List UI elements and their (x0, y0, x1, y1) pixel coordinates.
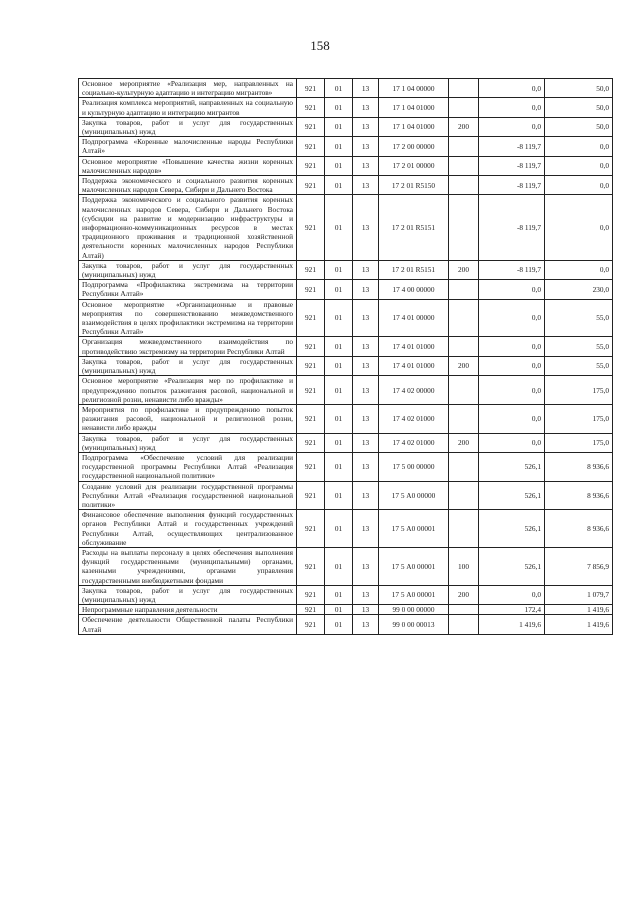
row-target-article: 17 2 01 00000 (379, 156, 449, 175)
table-row (79, 176, 613, 195)
row-amount-change: 172,4 (479, 605, 545, 615)
row-name: Закупка товаров, работ и услуг для государственных (муниципальных) нужд (79, 260, 297, 279)
row-amount-change: 0,0 (479, 356, 545, 375)
row-amount-total: 1 079,7 (545, 585, 613, 604)
row-grbs-code: 921 (297, 510, 325, 548)
row-target-article: 17 5 А0 00000 (379, 481, 449, 510)
row-expense-type (449, 98, 479, 117)
row-section-code: 01 (325, 137, 353, 156)
row-name: Реализация комплекса мероприятий, направленных на социальную и культурную адаптацию и интеграцию мигрантов (79, 98, 297, 117)
row-amount-change: 0,0 (479, 79, 545, 98)
row-amount-change: 0,0 (479, 585, 545, 604)
row-expense-type (449, 195, 479, 260)
row-grbs-code: 921 (297, 117, 325, 136)
row-grbs-code: 921 (297, 481, 325, 510)
row-section-code: 01 (325, 260, 353, 279)
row-subsection-code: 13 (353, 615, 379, 634)
row-subsection-code: 13 (353, 585, 379, 604)
row-amount-total: 0,0 (545, 137, 613, 156)
row-expense-type (449, 481, 479, 510)
row-expense-type (449, 615, 479, 634)
row-target-article: 17 4 01 00000 (379, 299, 449, 337)
row-name: Организация межведомственного взаимодействия по противодействию экстремизму на территории Республики Алтай (79, 337, 297, 356)
row-amount-total: 55,0 (545, 299, 613, 337)
row-amount-change: 1 419,6 (479, 615, 545, 634)
row-grbs-code: 921 (297, 156, 325, 175)
table-row (79, 156, 613, 175)
row-target-article: 17 2 01 R5150 (379, 176, 449, 195)
row-amount-change: 0,0 (479, 98, 545, 117)
row-expense-type (449, 452, 479, 481)
row-target-article: 17 4 01 01000 (379, 337, 449, 356)
row-subsection-code: 13 (353, 176, 379, 195)
budget-table (78, 78, 613, 635)
row-target-article: 17 1 04 01000 (379, 117, 449, 136)
row-amount-change: 0,0 (479, 404, 545, 433)
table-row (79, 280, 613, 299)
table-row (79, 79, 613, 98)
row-name: Поддержка экономического и социального развития коренных малочисленных народов Севера, Сибири и Дальнего Востока (79, 176, 297, 195)
table-row (79, 195, 613, 260)
row-name: Непрограммные направления деятельности (79, 605, 297, 615)
row-name: Подпрограмма «Профилактика экстремизма на территории Республики Алтай» (79, 280, 297, 299)
table-row (79, 481, 613, 510)
row-section-code: 01 (325, 337, 353, 356)
row-section-code: 01 (325, 433, 353, 452)
row-target-article: 17 1 04 01000 (379, 98, 449, 117)
row-subsection-code: 13 (353, 98, 379, 117)
row-section-code: 01 (325, 615, 353, 634)
row-expense-type (449, 605, 479, 615)
row-grbs-code: 921 (297, 195, 325, 260)
row-section-code: 01 (325, 452, 353, 481)
row-amount-total: 7 856,9 (545, 547, 613, 585)
row-subsection-code: 13 (353, 376, 379, 405)
row-amount-total: 8 936,6 (545, 510, 613, 548)
row-section-code: 01 (325, 605, 353, 615)
row-section-code: 01 (325, 356, 353, 375)
row-amount-total: 50,0 (545, 117, 613, 136)
row-grbs-code: 921 (297, 137, 325, 156)
row-target-article: 17 4 02 01000 (379, 433, 449, 452)
row-subsection-code: 13 (353, 117, 379, 136)
row-subsection-code: 13 (353, 299, 379, 337)
row-grbs-code: 921 (297, 260, 325, 279)
row-target-article: 17 4 02 01000 (379, 404, 449, 433)
row-name: Расходы на выплаты персоналу в целях обеспечения выполнения функций государственными (муниципальными) органами, казенными учреждениями, органами управления государственными внебюджетными фондами (79, 547, 297, 585)
row-target-article: 17 5 А0 00001 (379, 547, 449, 585)
row-expense-type (449, 280, 479, 299)
row-name: Создание условий для реализации государственной программы Республики Алтай «Реализация государственной национальной политики» (79, 481, 297, 510)
row-amount-total: 50,0 (545, 79, 613, 98)
row-name: Подпрограмма «Коренные малочисленные народы Республики Алтай» (79, 137, 297, 156)
table-row (79, 337, 613, 356)
row-subsection-code: 13 (353, 547, 379, 585)
table-row (79, 510, 613, 548)
table-row (79, 98, 613, 117)
row-expense-type (449, 337, 479, 356)
row-target-article: 17 5 А0 00001 (379, 585, 449, 604)
row-subsection-code: 13 (353, 356, 379, 375)
row-target-article: 17 2 00 00000 (379, 137, 449, 156)
row-subsection-code: 13 (353, 260, 379, 279)
row-expense-type: 200 (449, 433, 479, 452)
row-target-article: 17 1 04 00000 (379, 79, 449, 98)
row-subsection-code: 13 (353, 156, 379, 175)
row-amount-change: 0,0 (479, 117, 545, 136)
row-subsection-code: 13 (353, 481, 379, 510)
row-target-article: 17 4 00 00000 (379, 280, 449, 299)
row-grbs-code: 921 (297, 299, 325, 337)
row-target-article: 17 5 А0 00001 (379, 510, 449, 548)
row-target-article: 17 4 02 00000 (379, 376, 449, 405)
row-section-code: 01 (325, 195, 353, 260)
row-amount-change: -8 119,7 (479, 137, 545, 156)
row-grbs-code: 921 (297, 547, 325, 585)
row-amount-change: 0,0 (479, 299, 545, 337)
row-amount-total: 0,0 (545, 176, 613, 195)
row-target-article: 17 5 00 00000 (379, 452, 449, 481)
row-grbs-code: 921 (297, 79, 325, 98)
row-grbs-code: 921 (297, 615, 325, 634)
row-target-article: 17 2 01 R5151 (379, 260, 449, 279)
table-row (79, 299, 613, 337)
row-expense-type (449, 79, 479, 98)
row-section-code: 01 (325, 98, 353, 117)
page-number: 158 (310, 38, 330, 53)
row-section-code: 01 (325, 404, 353, 433)
row-amount-change: -8 119,7 (479, 156, 545, 175)
row-grbs-code: 921 (297, 433, 325, 452)
table-row (79, 137, 613, 156)
row-expense-type (449, 137, 479, 156)
row-subsection-code: 13 (353, 404, 379, 433)
row-amount-change: 0,0 (479, 337, 545, 356)
row-amount-change: -8 119,7 (479, 195, 545, 260)
row-subsection-code: 13 (353, 337, 379, 356)
row-name: Закупка товаров, работ и услуг для государственных (муниципальных) нужд (79, 356, 297, 375)
row-name: Подпрограмма «Обеспечение условий для реализации государственной программы Республики Алтай «Реализация государственной национальной политики» (79, 452, 297, 481)
table-row (79, 404, 613, 433)
row-grbs-code: 921 (297, 452, 325, 481)
row-subsection-code: 13 (353, 452, 379, 481)
row-grbs-code: 921 (297, 356, 325, 375)
row-name: Закупка товаров, работ и услуг для государственных (муниципальных) нужд (79, 585, 297, 604)
row-amount-change: 526,1 (479, 510, 545, 548)
table-row (79, 585, 613, 604)
row-expense-type: 200 (449, 117, 479, 136)
table-row (79, 117, 613, 136)
row-name: Закупка товаров, работ и услуг для государственных (муниципальных) нужд (79, 433, 297, 452)
budget-table-body (79, 79, 613, 635)
row-amount-change: 526,1 (479, 547, 545, 585)
row-amount-change: 526,1 (479, 452, 545, 481)
row-expense-type (449, 510, 479, 548)
row-target-article: 99 0 00 00000 (379, 605, 449, 615)
row-amount-total: 55,0 (545, 356, 613, 375)
row-expense-type (449, 376, 479, 405)
row-amount-total: 0,0 (545, 195, 613, 260)
row-amount-total: 50,0 (545, 98, 613, 117)
table-row (79, 376, 613, 405)
row-amount-total: 0,0 (545, 260, 613, 279)
row-section-code: 01 (325, 79, 353, 98)
row-grbs-code: 921 (297, 605, 325, 615)
row-name: Основное мероприятие «Организационные и правовые мероприятия по совершенствованию межведомственного взаимодействия в целях профилактики экстремизма на территории Республики Алтай» (79, 299, 297, 337)
row-expense-type (449, 156, 479, 175)
row-expense-type (449, 176, 479, 195)
row-amount-change: 0,0 (479, 376, 545, 405)
table-row (79, 260, 613, 279)
row-section-code: 01 (325, 547, 353, 585)
row-name: Мероприятия по профилактике и предупреждению попыток разжигания расовой, национальной и религиозной розни, ненависти либо вражды (79, 404, 297, 433)
row-amount-change: 0,0 (479, 280, 545, 299)
row-target-article: 17 4 01 01000 (379, 356, 449, 375)
row-name: Закупка товаров, работ и услуг для государственных (муниципальных) нужд (79, 117, 297, 136)
row-amount-change: 0,0 (479, 433, 545, 452)
row-section-code: 01 (325, 376, 353, 405)
table-row (79, 547, 613, 585)
row-section-code: 01 (325, 176, 353, 195)
row-target-article: 99 0 00 00013 (379, 615, 449, 634)
row-expense-type: 200 (449, 585, 479, 604)
row-amount-total: 8 936,6 (545, 452, 613, 481)
row-expense-type: 100 (449, 547, 479, 585)
row-amount-total: 1 419,6 (545, 605, 613, 615)
row-subsection-code: 13 (353, 195, 379, 260)
row-expense-type: 200 (449, 356, 479, 375)
table-row (79, 615, 613, 634)
table-row (79, 433, 613, 452)
row-grbs-code: 921 (297, 404, 325, 433)
row-amount-total: 1 419,6 (545, 615, 613, 634)
row-section-code: 01 (325, 510, 353, 548)
row-subsection-code: 13 (353, 510, 379, 548)
row-amount-total: 175,0 (545, 433, 613, 452)
row-grbs-code: 921 (297, 376, 325, 405)
row-grbs-code: 921 (297, 280, 325, 299)
row-section-code: 01 (325, 299, 353, 337)
row-section-code: 01 (325, 481, 353, 510)
row-section-code: 01 (325, 585, 353, 604)
row-name: Поддержка экономического и социального развития коренных малочисленных народов Севера, Сибири и Дальнего Востока (субсидии на развитие и модернизацию инфраструктуры и информационно-коммуникационных ресурсов в местах традиционного проживания и традиционной хозяйственной деятельности коренных малочисленных народов Республики Алтай) (79, 195, 297, 260)
row-amount-total: 8 936,6 (545, 481, 613, 510)
row-target-article: 17 2 01 R5151 (379, 195, 449, 260)
row-amount-change: -8 119,7 (479, 260, 545, 279)
row-section-code: 01 (325, 280, 353, 299)
row-name: Обеспечение деятельности Общественной палаты Республики Алтай (79, 615, 297, 634)
row-amount-total: 175,0 (545, 376, 613, 405)
row-amount-total: 0,0 (545, 156, 613, 175)
row-grbs-code: 921 (297, 98, 325, 117)
row-name: Основное мероприятие «Повышение качества жизни коренных малочисленных народов» (79, 156, 297, 175)
row-amount-total: 55,0 (545, 337, 613, 356)
row-name: Основное мероприятие «Реализация мер по профилактике и предупреждению попыток разжигания расовой, национальной и религиозной розни, ненависти либо вражды» (79, 376, 297, 405)
row-grbs-code: 921 (297, 337, 325, 356)
row-amount-total: 175,0 (545, 404, 613, 433)
row-subsection-code: 13 (353, 79, 379, 98)
row-grbs-code: 921 (297, 176, 325, 195)
row-amount-change: -8 119,7 (479, 176, 545, 195)
row-amount-total: 230,0 (545, 280, 613, 299)
row-subsection-code: 13 (353, 280, 379, 299)
table-row (79, 356, 613, 375)
row-amount-change: 526,1 (479, 481, 545, 510)
row-subsection-code: 13 (353, 137, 379, 156)
row-expense-type: 200 (449, 260, 479, 279)
table-row (79, 452, 613, 481)
row-section-code: 01 (325, 156, 353, 175)
row-name: Основное мероприятие «Реализация мер, направленных на социально-культурную адаптацию и интеграцию мигрантов» (79, 79, 297, 98)
row-subsection-code: 13 (353, 433, 379, 452)
row-grbs-code: 921 (297, 585, 325, 604)
row-subsection-code: 13 (353, 605, 379, 615)
row-expense-type (449, 404, 479, 433)
row-section-code: 01 (325, 117, 353, 136)
table-row (79, 605, 613, 615)
row-name: Финансовое обеспечение выполнения функций государственных органов Республики Алтай и государственных учреждений Республики Алтай, осуществляющих централизованное обслуживание (79, 510, 297, 548)
row-expense-type (449, 299, 479, 337)
